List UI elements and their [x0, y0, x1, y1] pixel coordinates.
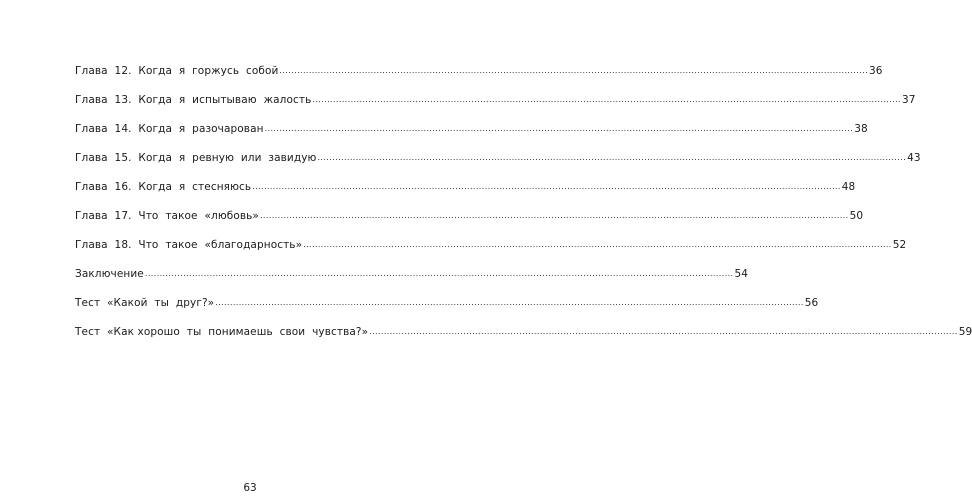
toc-leader-dots: ........................................................................................................................................................................................................	[144, 269, 734, 278]
toc-entry-title: Глава 18. Что такое «благодарность»	[75, 239, 303, 251]
toc-leader-dots: ........................................................................................................................................................................................................	[369, 327, 958, 336]
toc-leader-dots: ........................................................................................................................................................................................................	[279, 66, 869, 75]
toc-entry-title: Глава 16. Когда я стесняюсь	[75, 181, 252, 193]
toc-entry-page: 43	[907, 152, 921, 164]
toc-leader-dots: ........................................................................................................................................................................................................	[215, 298, 804, 307]
toc-entry-page: 59	[958, 326, 972, 338]
toc-entry-page: 54	[734, 268, 749, 280]
toc-leader-dots: ........................................................................................................................................................................................................	[259, 211, 849, 220]
toc-entry	[75, 209, 864, 238]
toc-leader-dots: ........................................................................................................................................................................................................	[252, 182, 841, 191]
toc-entry-page: 37	[901, 94, 916, 106]
toc-entry-title: Заключение	[75, 268, 144, 280]
toc-entry	[75, 93, 916, 122]
toc-entry	[75, 325, 972, 354]
toc-entry	[75, 122, 868, 151]
toc-entry-title: Тест «Какой ты друг?»	[75, 297, 215, 309]
toc-entry	[75, 180, 856, 209]
toc-entry-title: Глава 13. Когда я испытываю жалость	[75, 94, 312, 106]
page-number: 63	[243, 482, 257, 494]
toc-leader-dots: ........................................................................................................................................................................................................	[312, 95, 901, 104]
toc-entry-page: 50	[849, 210, 864, 222]
toc-entry-page: 38	[854, 123, 868, 135]
toc-entry-title: Тест «Как хорошо ты понимаешь свои чувства?»	[75, 326, 369, 338]
toc-entry	[75, 238, 907, 267]
table-of-contents	[75, 64, 972, 354]
toc-leader-dots: ........................................................................................................................................................................................................	[317, 153, 907, 162]
toc-entry-page: 56	[804, 297, 819, 309]
toc-leader-dots: ........................................................................................................................................................................................................	[264, 124, 854, 133]
toc-entry-title: Глава 15. Когда я ревную или завидую	[75, 152, 317, 164]
toc-entry-title: Глава 14. Когда я разочарован	[75, 123, 264, 135]
toc-entry	[75, 296, 819, 325]
toc-entry	[75, 151, 921, 180]
toc-leader-dots: ........................................................................................................................................................................................................	[303, 240, 892, 249]
toc-entry-page: 36	[869, 65, 883, 77]
toc-entry-page: 52	[892, 239, 907, 251]
toc-entry-title: Глава 17. Что такое «любовь»	[75, 210, 259, 222]
toc-entry	[75, 267, 749, 296]
toc-entry-page: 48	[841, 181, 856, 193]
toc-entry	[75, 64, 883, 93]
toc-entry-title: Глава 12. Когда я горжусь собой	[75, 65, 279, 77]
